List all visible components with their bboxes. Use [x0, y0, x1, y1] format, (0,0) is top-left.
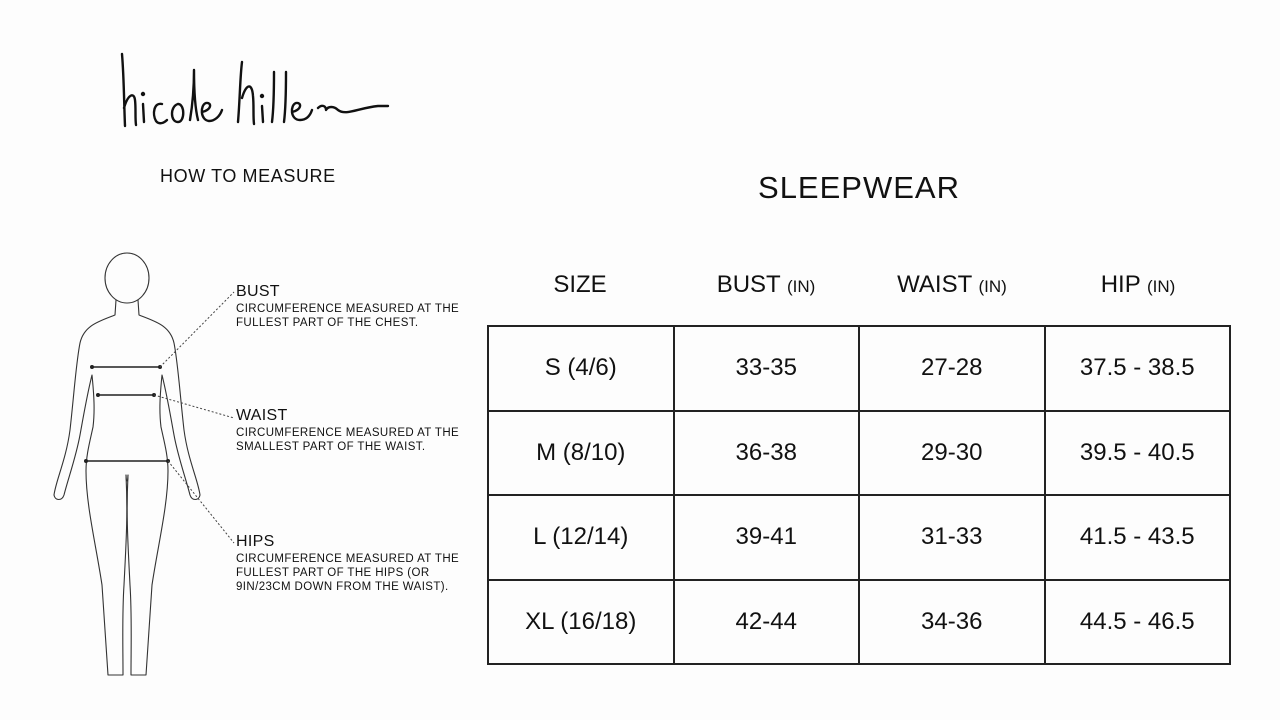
header-waist — [859, 270, 1045, 300]
header-hip-label: HIP — [1100, 271, 1141, 298]
waist-label: WAIST — [236, 407, 288, 424]
hips-instruction — [236, 534, 476, 594]
bust-cell: 39-41 — [674, 495, 860, 580]
hip-cell: 37.5 - 38.5 — [1045, 326, 1231, 411]
bust-description: CIRCUMFERENCE MEASURED AT THE FULLEST PART OF THE CHEST. — [236, 303, 460, 329]
bust-cell: 33-35 — [674, 326, 860, 411]
hip-cell: 39.5 - 40.5 — [1045, 411, 1231, 496]
sleepwear-title: SLEEPWEAR — [758, 170, 960, 205]
table-row — [488, 326, 1230, 411]
hip-cell: 44.5 - 46.5 — [1045, 580, 1231, 665]
bust-instruction — [236, 284, 476, 330]
waist-cell: 31-33 — [859, 495, 1045, 580]
size-cell: S (4/6) — [488, 326, 674, 411]
hips-description: CIRCUMFERENCE MEASURED AT THE FULLEST PART OF THE HIPS (OR 9IN/23CM DOWN FROM THE WAIST). — [236, 553, 460, 593]
hip-cell: 41.5 - 43.5 — [1045, 495, 1231, 580]
bust-label: BUST — [236, 283, 280, 300]
size-cell: M (8/10) — [488, 411, 674, 496]
waist-cell: 29-30 — [859, 411, 1045, 496]
bust-cell: 42-44 — [674, 580, 860, 665]
waist-cell: 27-28 — [859, 326, 1045, 411]
waist-cell: 34-36 — [859, 580, 1045, 665]
header-hip-unit: (IN) — [1146, 277, 1176, 296]
header-bust — [673, 270, 859, 300]
size-chart-table — [487, 325, 1231, 665]
header-size — [487, 270, 673, 300]
header-bust-unit: (IN) — [786, 277, 816, 296]
size-cell: XL (16/18) — [488, 580, 674, 665]
size-cell: L (12/14) — [488, 495, 674, 580]
waist-description: CIRCUMFERENCE MEASURED AT THE SMALLEST PART OF THE WAIST. — [236, 427, 460, 453]
how-to-measure-title: HOW TO MEASURE — [160, 166, 336, 186]
table-row — [488, 580, 1230, 665]
header-waist-unit: (IN) — [978, 277, 1007, 296]
nicole-miller-logo — [112, 48, 392, 132]
header-hip — [1045, 270, 1231, 300]
bust-cell: 36-38 — [674, 411, 860, 496]
hips-label: HIPS — [236, 533, 275, 550]
header-size-label: SIZE — [553, 271, 607, 298]
header-waist-label: WAIST — [897, 271, 972, 298]
header-bust-label: BUST — [716, 271, 781, 298]
table-row — [488, 411, 1230, 496]
waist-instruction — [236, 408, 476, 454]
table-row — [488, 495, 1230, 580]
